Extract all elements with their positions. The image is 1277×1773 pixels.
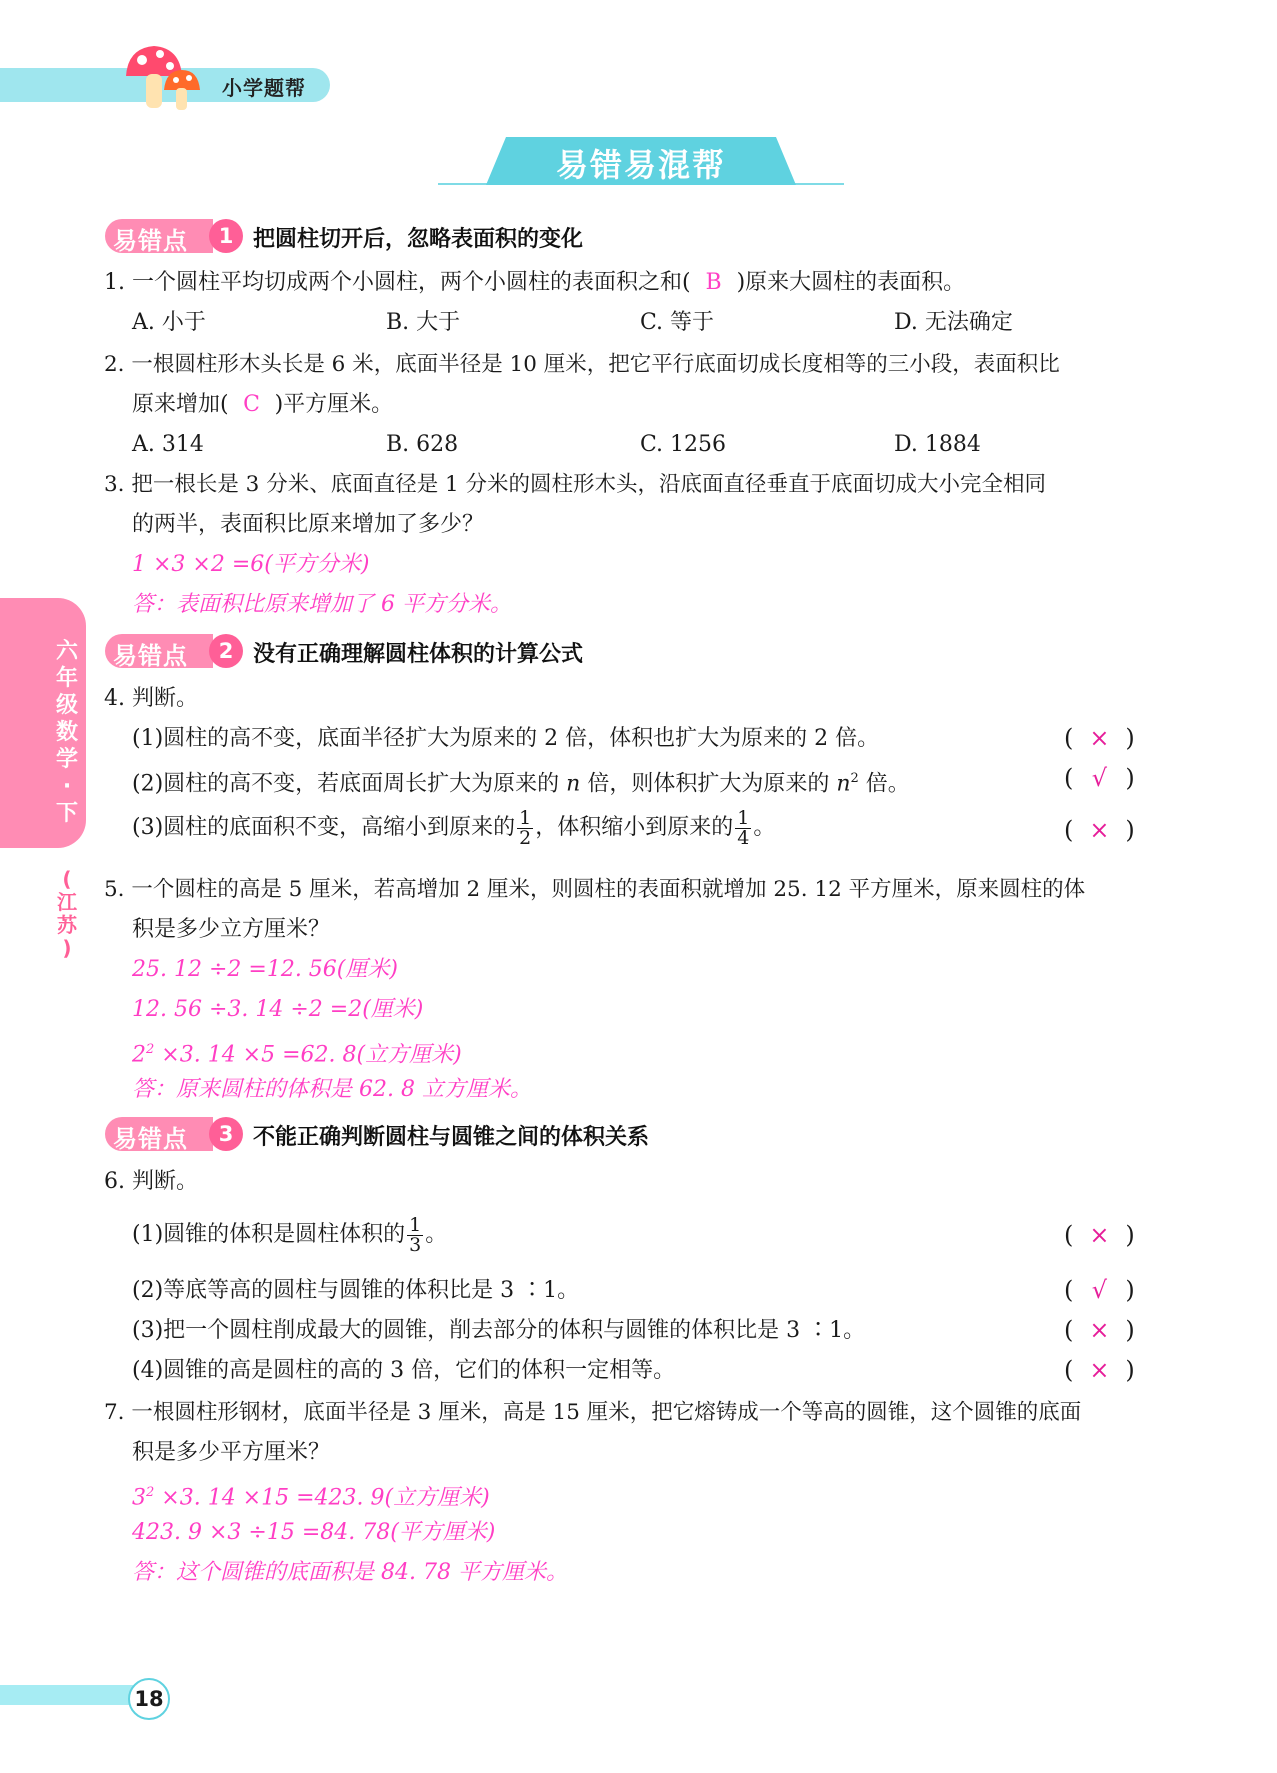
section-title: 把圆柱切开后，忽略表面积的变化 [253,227,584,252]
question-5-line1: 5. 一个圆柱的高是 5 厘米，若高增加 2 厘米，则圆柱的表面积就增加 25. 12 平方厘米，原来圆柱的体 [104,877,1086,902]
page-title: 易错易混帮 [555,146,726,184]
answer-line: 答：表面积比原来增加了 6 平方分米。 [132,592,512,617]
judge-item: (2)等底等高的圆柱与圆锥的体积比是 3 ∶1。 [132,1278,580,1303]
option-d: D. 1884 [894,432,981,457]
question-5-line2: 积是多少立方厘米？ [132,917,331,942]
section-number: 3 [209,1117,243,1151]
question-2-line1: 2. 一根圆柱形木头长是 6 米，底面半径是 10 厘米，把它平行底面切成长度相等的三小段，表面积比 [104,352,1060,377]
question-3-line2: 的两半，表面积比原来增加了多少？ [132,512,485,537]
option-d: D. 无法确定 [894,310,1013,335]
section-tag: 易错点 [105,219,213,253]
option-b: B. 628 [386,432,459,457]
work-line: 423. 9 ×3 ÷15 =84. 78(平方厘米) [132,1520,496,1545]
judge-item: (1)圆锥的体积是圆柱体积的 $\frac{1}{3}$ 。 [132,1213,448,1256]
work-line: 25. 12 ÷2 =12. 56(厘米) [132,957,398,982]
question-2-line2: 原来增加( C )平方厘米。 [132,390,393,420]
judge-mark: ( × ) [1064,724,1135,752]
option-c: C. 1256 [640,432,727,457]
section-number: 1 [209,219,243,253]
brand-label: 小学题帮 [222,76,306,100]
side-tab-region: ( 江 苏 ) [57,867,77,960]
question-7-line1: 7. 一根圆柱形钢材，底面半径是 3 厘米，高是 15 厘米，把它熔铸成一个等高的圆锥，这个圆锥的底面 [104,1400,1082,1425]
section-number: 2 [209,634,243,668]
judge-item: (2)圆柱的高不变，若底面周长扩大为原来的 n 倍，则体积扩大为原来的 $n^2$ 倍。 [132,771,910,797]
judge-mark: ( × ) [1064,816,1135,844]
judge-item: (1)圆柱的高不变，底面半径扩大为原来的 2 倍，体积也扩大为原来的 2 倍。 [132,726,880,751]
option-b: B. 大于 [386,310,461,335]
question-3-line1: 3. 把一根长是 3 分米、底面直径是 1 分米的圆柱形木头，沿底面直径垂直于底面切成大小完全相同 [104,472,1047,497]
question-1: 1. 一个圆柱平均切成两个小圆柱，两个小圆柱的表面积之和( B )原来大圆柱的表面积。 [104,268,965,298]
question-4-stem: 4. 判断。 [104,686,198,711]
section-tag: 易错点 [105,1117,213,1151]
question-6-stem: 6. 判断。 [104,1169,198,1194]
judge-mark: ( × ) [1064,1356,1135,1384]
question-7-line2: 积是多少平方厘米？ [132,1440,331,1465]
option-c: C. 等于 [640,310,715,335]
answer-q2: C [243,392,261,417]
judge-mark: ( × ) [1064,1221,1135,1249]
section-title: 不能正确判断圆柱与圆锥之间的体积关系 [253,1125,650,1150]
judge-mark: ( √ ) [1064,764,1135,792]
work-line: 1 ×3 ×2 =6(平方分米) [132,552,370,577]
option-a: A. 314 [132,432,204,457]
page-number: 18 [128,1678,170,1720]
judge-mark: ( √ ) [1064,1276,1135,1304]
fraction: $\frac{1}{4}$ [737,806,750,849]
work-line: $2^2 \times 3$. 14 ×5 =62. 8(立方厘米) [132,1042,462,1068]
fraction: $\frac{1}{2}$ [519,806,532,849]
judge-mark: ( × ) [1064,1316,1135,1344]
fraction: $\frac{1}{3}$ [409,1213,422,1256]
judge-item: (3)圆柱的底面积不变，高缩小到原来的 $\frac{1}{2}$ ，体积缩小到原来的 $\frac{1}{4}$ 。 [132,806,776,849]
answer-q1: B [705,270,722,295]
side-tab-grade: 六 年 级 数 学 · 下 [55,639,78,826]
answer-line: 答：原来圆柱的体积是 62. 8 立方厘米。 [132,1077,532,1102]
option-a: A. 小于 [132,310,206,335]
judge-item: (3)把一个圆柱削成最大的圆锥，削去部分的体积与圆锥的体积比是 3 ∶1。 [132,1318,866,1343]
work-line: $3^2 \times 3$. 14 ×15 =423. 9(立方厘米) [132,1485,490,1511]
judge-item: (4)圆锥的高是圆柱的高的 3 倍，它们的体积一定相等。 [132,1358,676,1383]
answer-line: 答：这个圆锥的底面积是 84. 78 平方厘米。 [132,1560,568,1585]
mushroom-logo-icon [118,42,214,114]
section-title: 没有正确理解圆柱体积的计算公式 [253,642,584,667]
work-line: 12. 56 ÷3. 14 ÷2 =2(厘米) [132,997,424,1022]
section-tag: 易错点 [105,634,213,668]
